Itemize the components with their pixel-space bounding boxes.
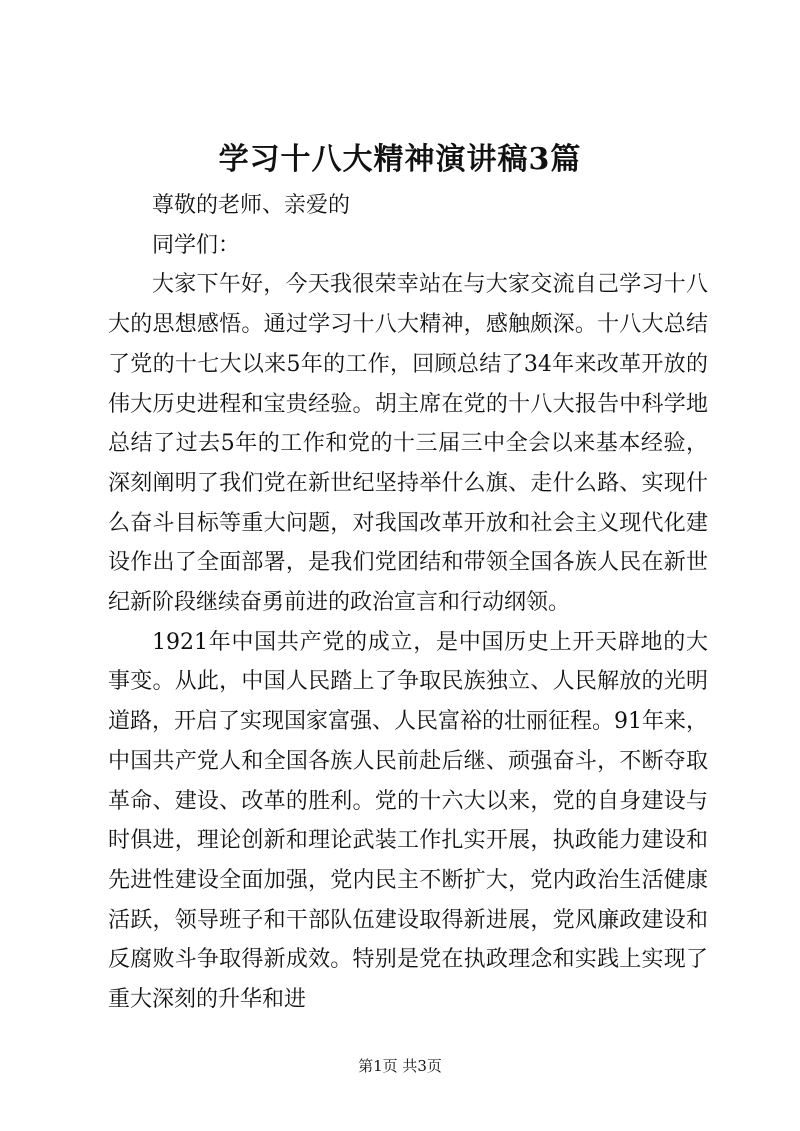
page-number-footer: 第1页 共3页 [358,1057,442,1075]
document-title: 学习十八大精神演讲稿3篇 [218,142,582,177]
body-paragraph-1: 大家下午好，今天我很荣幸站在与大家交流自己学习十八大的思想感悟。通过学习十八大精神，感触颇深。十八大总结了党的十七大以来5年的工作，回顾总结了34年来改革开放的伟大历史进程和宝贵经验。胡主席在党的十八大报告中科学地总结了过去5年的工作和党的十三届三中全会以来基本经验，深刻阐明了我们党在新世纪坚持举什么旗、走什么路、实现什么奋斗目标等重大问题，对我国改革开放和社会主义现代化建设作出了全面部署，是我们党团结和带领全国各族人民在新世纪新阶段继续奋勇前进的政治宣言和行动纲领。 [108,272,708,616]
salutation-line-1: 尊敬的老师、亲爱的 [152,193,351,218]
salutation-line-2: 同学们： [152,232,241,258]
body-paragraph-2: 1921年中国共产党的成立，是中国历史上开天辟地的大事变。从此，中国人民踏上了争取民族独立、人民解放的光明道路，开启了实现国家富强、人民富裕的壮丽征程。91年来，中国共产党人和全国各族人民前赴后继、顽强奋斗，不断夺取革命、建设、改革的胜利。党的十六大以来，党的自身建设与时俱进，理论创新和理论武装工作扎实开展，执政能力建设和先进性建设全面加强，党内民主不断扩大，党内政治生活健康活跃，领导班子和干部队伍建设取得新进展，党风廉政建设和反腐败斗争取得新成效。特别是党在执政理念和实践上实现了重大深刻的升华和进 [108,629,708,1013]
document-body [108,186,708,1020]
